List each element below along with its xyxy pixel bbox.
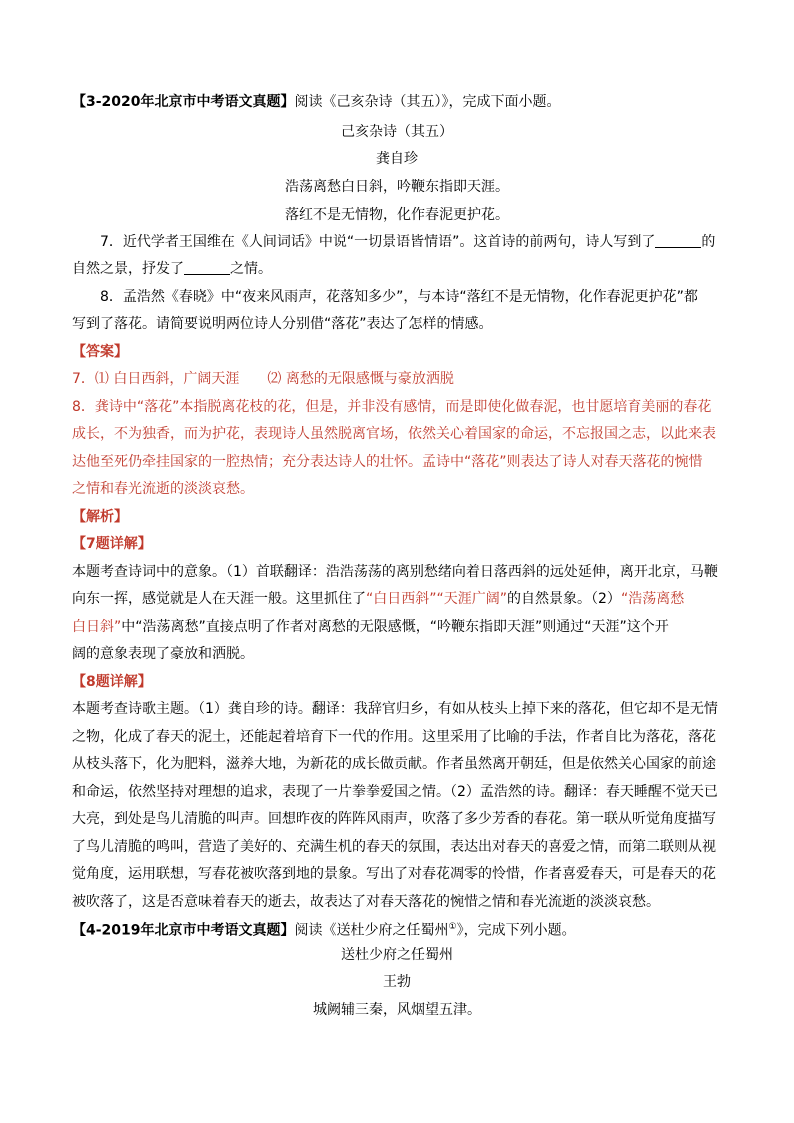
answer-heading: 【答案】	[72, 344, 128, 360]
question-text: 之情。	[230, 261, 272, 277]
answer-blank	[184, 260, 230, 275]
question-text: 的	[701, 234, 716, 250]
answer-7	[72, 369, 454, 389]
detail-8-line: 大亮，到处是鸟儿清脆的叫声。回想昨夜的阵阵风雨声，吹落了多少芳香的春花。第一联从听觉角度描写	[72, 811, 716, 827]
poem-line: 落红不是无情物，化作春泥更护花。	[285, 207, 509, 223]
poem-line: 城阙辅三秦，风烟望五津。	[313, 1002, 481, 1018]
question-text: 7．近代学者王国维在《人间词话》中说“一切景语皆情语”。这首诗的前两句，诗人写到了	[100, 234, 656, 250]
highlight-text: 白日斜”	[72, 619, 122, 635]
answer-8-line: 达他至死仍牵挂国家的一腔热情；充分表达诗人的壮怀。孟诗中“落花”则表达了诗人对春天落花的惋惜	[72, 454, 703, 470]
detail-7-line	[72, 617, 669, 637]
answer-number: ⑵	[267, 371, 282, 387]
question-intro: 》，完成下列小题。	[456, 922, 576, 939]
detail-8-line: 从枝头落下，化为肥料，滋养大地，为新花的成长做贡献。作者虽然离开朝廷，但是依然关心国家的前途	[72, 756, 716, 772]
detail-text: 向东一挥，感觉就是人在天涯一般。这里抓住了	[72, 591, 366, 607]
answer-blank	[655, 233, 701, 248]
question-text: 自然之景，抒发了	[72, 261, 184, 277]
highlight-text: “白日西斜”“天涯广阔”	[366, 591, 508, 607]
question-intro: 阅读《己亥杂诗（其五）》，完成下面小题。	[294, 94, 561, 110]
detail-8-heading: 【8题详解】	[72, 674, 152, 690]
detail-7-line: 阔的意象表现了豪放和洒脱。	[72, 646, 254, 662]
answer-8-line: 之情和春光流逝的淡淡哀愁。	[72, 481, 254, 497]
question-tag: 【3-2020年北京市中考语文真题】	[72, 94, 295, 110]
poem-author: 王勃	[383, 974, 411, 990]
poem-line: 浩荡离愁白日斜，吟鞭东指即天涯。	[285, 179, 509, 195]
detail-8-line: 觉角度，运用联想，写春花被吹落到地的景象。写出了对春花凋零的怜惜，作者喜爱春天，可是春天的花	[72, 866, 716, 882]
question-intro: 阅读《送杜少府之任蜀州	[294, 922, 449, 939]
question-7	[100, 232, 715, 252]
answer-8-line: 成长，不为独香，而为护花，表现诗人虽然脱离官场，依然关心着国家的命运，不忘报国之志，以此来表	[72, 426, 716, 442]
answer-text: 白日西斜，广阔天涯	[113, 371, 240, 387]
question-3-header	[72, 92, 561, 112]
detail-7-line: 本题考查诗词中的意象。（1）首联翻译：浩浩荡荡的离别愁绪向着日落西斜的远处延伸，离开北京，马鞭	[72, 564, 718, 580]
highlight-text: “浩荡离愁	[620, 591, 685, 607]
detail-8-line: 被吹落了，这是否意味着春天的逝去，故表达了对春天落花的惋惜之情和春光流逝的淡淡哀愁。	[72, 894, 660, 910]
question-7-cont	[72, 259, 272, 279]
footnote-marker: ①	[448, 922, 457, 932]
poem-author: 龚自珍	[376, 151, 418, 167]
question-8: 8．孟浩然《春晓》中“夜来风雨声，花落知多少”，与本诗“落红不是无情物，化作春泥更护花”都	[100, 289, 698, 305]
answer-number: 7．⑴	[72, 371, 109, 387]
detail-text: 的自然景象。（2）	[507, 591, 621, 607]
poem-title: 己亥杂诗（其五）	[341, 124, 453, 140]
poem-title: 送杜少府之任蜀州	[341, 947, 453, 963]
detail-7-heading: 【7题详解】	[72, 536, 152, 552]
analysis-heading: 【解析】	[72, 509, 128, 525]
answer-text: 离愁的无限感慨与豪放洒脱	[285, 371, 454, 387]
question-4-header	[72, 917, 576, 941]
detail-7-line	[72, 589, 684, 609]
detail-8-line: 之物，化成了春天的泥土，还能起着培育下一代的作用。这里采用了比喻的手法，作者自比为落花，落花	[72, 729, 716, 745]
answer-8-line: 8．龚诗中“落花”本指脱离花枝的花，但是，并非没有感情，而是即使化做春泥，也甘愿培育美丽的春花	[72, 399, 712, 415]
detail-8-line: 和命运，依然坚持对理想的追求，表现了一片拳拳爱国之情。（2）孟浩然的诗。翻译：春天睡醒不觉天已	[72, 784, 718, 800]
question-tag: 【4-2019年北京市中考语文真题】	[72, 922, 295, 939]
detail-8-line: 了鸟儿清脆的鸣叫，营造了美好的、充满生机的春天的氛围，表达出对春天的喜爱之情，而第二联则从视	[72, 839, 716, 855]
detail-text: 中“浩荡离愁”直接点明了作者对离愁的无限感慨，“吟鞭东指即天涯”则通过“天涯”这个开	[121, 619, 669, 635]
detail-8-line: 本题考查诗歌主题。（1）龚自珍的诗。翻译：我辞官归乡，有如从枝头上掉下来的落花，但它却不是无情	[72, 701, 718, 717]
question-8-cont: 写到了落花。请简要说明两位诗人分别借“落花”表达了怎样的情感。	[72, 316, 493, 332]
